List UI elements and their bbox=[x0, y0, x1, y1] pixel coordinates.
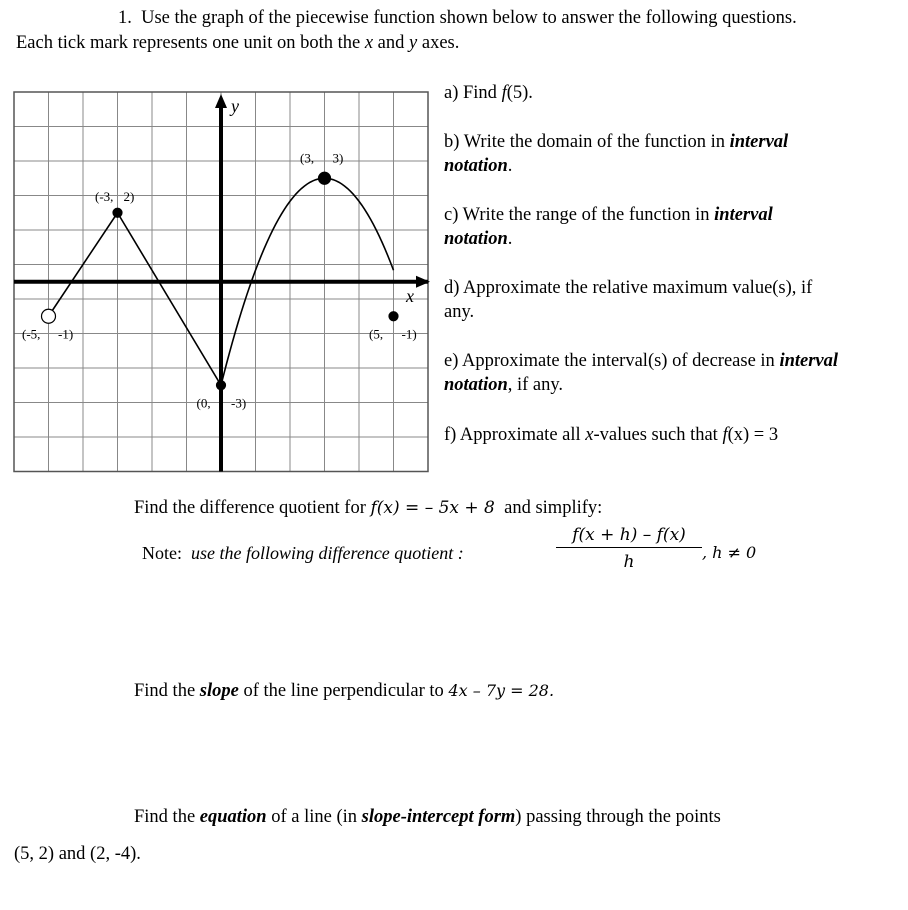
question-f-func: f bbox=[722, 425, 728, 445]
label-p2-y: 2) bbox=[123, 188, 135, 204]
dq-prompt-post: and simplify: bbox=[504, 498, 603, 518]
question-c-emph2: notation bbox=[444, 229, 508, 249]
intro-text-2b: and bbox=[373, 33, 410, 53]
question-f-var: x bbox=[585, 425, 594, 445]
point-minimum bbox=[217, 381, 226, 390]
question-e-end: , if any. bbox=[507, 375, 564, 395]
intro-text-2a: Each tick mark represents one unit on both the bbox=[16, 33, 365, 53]
question-f-text: f) Approximate all bbox=[444, 425, 586, 445]
slope-text: Find the bbox=[134, 681, 200, 701]
question-a bbox=[444, 81, 904, 105]
question-b-emph2: notation bbox=[444, 156, 508, 176]
problem-intro bbox=[16, 6, 906, 56]
question-f-eq: = 3 bbox=[749, 425, 779, 445]
question-a-func: f bbox=[501, 83, 507, 103]
question-e-text: e) Approximate the interval(s) of decrease in bbox=[444, 351, 780, 371]
label-p5-x: (5, bbox=[369, 326, 384, 342]
piecewise-graph bbox=[0, 84, 440, 474]
question-f-mid: -values such that bbox=[593, 425, 723, 445]
line-eq-emph1: equation bbox=[199, 807, 267, 827]
intro-var-y: y bbox=[409, 33, 418, 53]
question-e bbox=[444, 349, 904, 397]
point-vertex bbox=[319, 172, 331, 184]
graph-axes bbox=[14, 94, 430, 472]
intro-line-1 bbox=[16, 6, 906, 31]
line-eq-emph2: slope-intercept form bbox=[361, 807, 516, 827]
slope-question bbox=[134, 679, 554, 703]
question-a-text: a) Find bbox=[444, 83, 502, 103]
question-c-text: c) Write the range of the function in bbox=[444, 205, 715, 225]
dq-prompt-text: Find the difference quotient for bbox=[134, 498, 371, 518]
label-p1-x: (-5, bbox=[22, 326, 41, 342]
dq-condition: , h ≠ 0 bbox=[702, 543, 757, 562]
label-p3-x: (0, bbox=[196, 395, 211, 411]
question-b-text: b) Write the domain of the function in bbox=[444, 132, 730, 152]
point-endpoint-right bbox=[389, 312, 398, 321]
dq-note-text: use the following difference quotient : bbox=[191, 543, 464, 563]
dq-numerator: f(x + h) – f(x) bbox=[556, 525, 702, 548]
question-c bbox=[444, 203, 904, 251]
intro-text-1: Use the graph of the piecewise function shown below to answer the following questions. bbox=[141, 8, 797, 28]
line-eq-mid: of a line (in bbox=[266, 807, 362, 827]
dq-fraction bbox=[556, 525, 702, 572]
label-p2-x: (-3, bbox=[95, 188, 114, 204]
line-equation-points: (5, 2) and (2, -4). bbox=[14, 844, 141, 864]
label-p3-y: -3) bbox=[231, 395, 247, 411]
problem-number: 1. bbox=[118, 8, 132, 28]
dq-denominator: h bbox=[623, 552, 635, 572]
question-e-emph2: notation bbox=[444, 375, 508, 395]
point-open-left bbox=[42, 309, 56, 323]
dq-note bbox=[142, 541, 464, 565]
line-eq-post: ) passing through the points bbox=[515, 807, 721, 827]
line-equation-question bbox=[134, 805, 721, 829]
line-eq-text: Find the bbox=[134, 807, 200, 827]
question-f-arg: (x) bbox=[727, 425, 750, 445]
question-a-arg: (5). bbox=[506, 83, 533, 103]
question-c-end: . bbox=[507, 229, 513, 249]
question-b-end: . bbox=[507, 156, 513, 176]
question-d bbox=[444, 276, 904, 324]
question-e-emph: interval bbox=[779, 351, 839, 371]
dq-function: f(x) = – 5x + 8 bbox=[370, 498, 495, 518]
label-p5-y: -1) bbox=[401, 326, 417, 342]
question-f bbox=[444, 423, 904, 447]
intro-line-2 bbox=[16, 31, 906, 56]
question-c-emph: interval bbox=[714, 205, 773, 225]
y-axis-label: y bbox=[231, 96, 239, 116]
intro-var-x: x bbox=[364, 33, 374, 53]
question-d-line2: any. bbox=[444, 302, 475, 322]
question-b-emph: interval bbox=[729, 132, 789, 152]
point-peak-left bbox=[113, 208, 122, 217]
question-b bbox=[444, 130, 904, 178]
dq-note-label: Note: bbox=[142, 543, 182, 563]
question-d-line1: d) Approximate the relative maximum value(s), if bbox=[444, 278, 813, 298]
y-axis-arrow bbox=[215, 94, 227, 108]
difference-quotient-prompt bbox=[134, 496, 602, 520]
slope-emph: slope bbox=[199, 681, 239, 701]
intro-text-2c: axes. bbox=[417, 33, 460, 53]
x-axis-label: x bbox=[406, 285, 414, 306]
label-p1-y: -1) bbox=[58, 326, 74, 342]
slope-mid: of the line perpendicular to bbox=[238, 681, 449, 701]
label-p4-y: 3) bbox=[332, 150, 344, 166]
label-p4-x: (3, bbox=[300, 150, 315, 166]
slope-equation: 4x – 7y = 28. bbox=[448, 681, 555, 700]
